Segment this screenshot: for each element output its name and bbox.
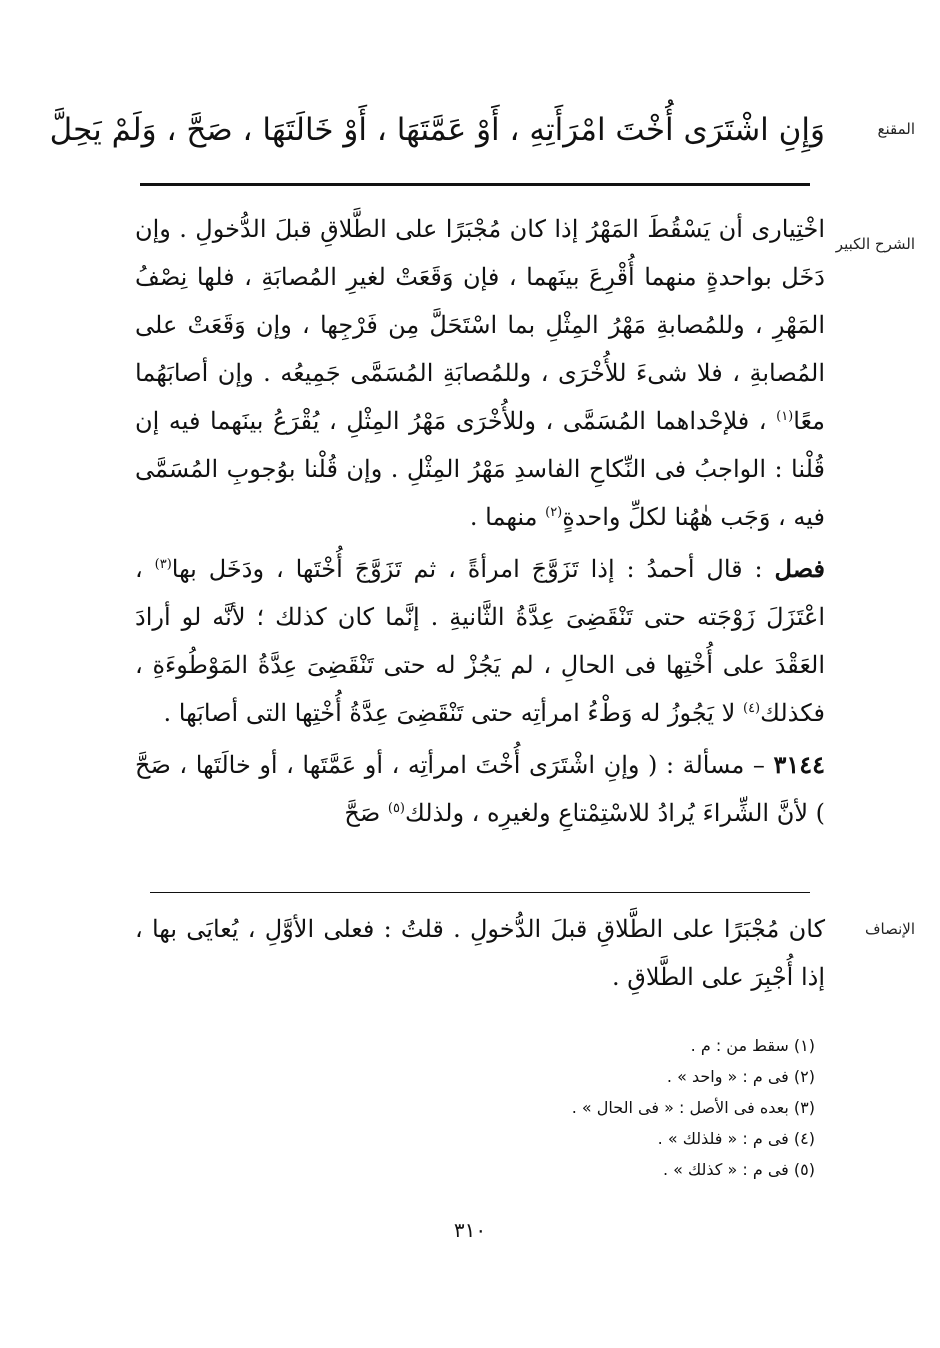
sharh-paragraph-1: اخْتِيارى أن يَسْقُطَ المَهْرُ إذا كان مُجْبَرًا على الطَّلاقِ قبلَ الدُّخولِ . وإن دَخَل بواحدةٍ منهما أُقْرِعَ بينَهما ، فإن وَقَعَتْ لغيرِ المُصابَةِ ، فلها نِصْفُ المَهْرِ ، وللمُصابةِ مَهْرُ المِثْلِ بما اسْتَحَلَّ مِن فَرْجِها ، وإن وَقَعَتْ على المُصابةِ ، فلا شىءَ للأُخْرَى ، وللمُصابَةِ المُسَمَّى جَمِيعُه . وإن أصابَهُما معًا$^{(١)}$ ، فلإحْداهما المُسَمَّى ، وللأُخْرَى مَهْرُ المِثْلِ ، يُقْرَعُ بينَهما فيه إن قُلْنا : الواجبُ فى النِّكاحِ الفاسدِ مَهْرُ المِثْلِ . وإن قُلْنا بوُجوبِ المُسَمَّى فيه ، وَجَب هٰهُنا لكلِّ واحدةٍ$^{(٢)}$ منهما . (135, 215, 825, 531)
page-number: ٣١٠ (453, 1218, 487, 1242)
fasl-heading: فصل (774, 554, 825, 583)
footnote-5: (٥) فى م : « كذلك » . (662, 1160, 815, 1179)
footnote-ref-2: (٢) (545, 505, 563, 520)
footnote-ref-3: (٣) (154, 557, 172, 572)
footnote-ref-4: (٤) (742, 701, 761, 716)
footnote-1: (١) سقط من : م . (690, 1036, 815, 1055)
top-divider (140, 183, 810, 186)
footnotes-list (470, 1030, 815, 1185)
footnote-4: (٤) فى م : « فلذلك » . (657, 1129, 815, 1148)
masala-number: ٣١٤٤ (773, 750, 825, 779)
insaf-text: كان مُجْبَرًا على الطَّلاقِ قبلَ الدُّخولِ . قلتُ : فعلى الأوَّلِ ، يُعايَى بها ، إذا أُجْبِرَ على الطَّلاقِ . (135, 915, 825, 991)
footnote-ref-5: (٥) (387, 801, 405, 816)
sharh-body (135, 205, 825, 837)
footnote-ref-1: (١) (776, 409, 794, 424)
sharh-paragraph-3: ٣١٤٤ – مسألة : ( وإنِ اشْتَرَى أُخْتَ امرأتِه ، أو عَمَّتَها ، أو خالَتَها ، صَحَّ ) لأنَّ الشِّراءَ يُرادُ للاسْتِمْتاعِ ولغيرِه ، ولذلك$^{(٥)}$ صَحَّ (135, 750, 825, 827)
footnote-2: (٢) فى م : « واحد » . (666, 1067, 815, 1086)
muqni-section-label: المقنع (877, 120, 915, 138)
sharh-paragraph-2: فصل : قال أحمدُ : إذا تَزَوَّجَ امرأةً ، ثم تَزَوَّجَ أُخْتَها ، ودَخَل بها$^{(٣)}$ ، اعْتَزَلَ زَوْجَته حتى تَنْقَضِىَ عِدَّةُ الثَّانيةِ . إنَّما كان كذلك ؛ لأنَّه لو أرادَ العَقْدَ على أُخْتِها فى الحالِ ، لم يَجُزْ له حتى تَنْقَضِىَ عِدَّةُ المَوْطُوءَةِ ، فكذلك$^{(٤)}$ لا يَجُوزُ له وَطْءُ امرأتِه حتى تَنْقَضِىَ عِدَّةُ أُخْتِها التى أصابَها . (135, 554, 826, 727)
sharh-section-label: الشرح الكبير (835, 235, 915, 253)
muqni-text: وَإِنِ اشْتَرَى أُخْتَ امْرَأَتِهِ ، أَوْ عَمَّتَهَا ، أَوْ خَالَتَهَا ، صَحَّ ، وَلَمْ يَحِلَّ (49, 112, 825, 148)
insaf-divider (150, 892, 810, 893)
footnote-3: (٣) بعده فى الأصل : « فى الحال » . (571, 1098, 815, 1117)
insaf-section-label: الإنصاف (864, 920, 915, 938)
